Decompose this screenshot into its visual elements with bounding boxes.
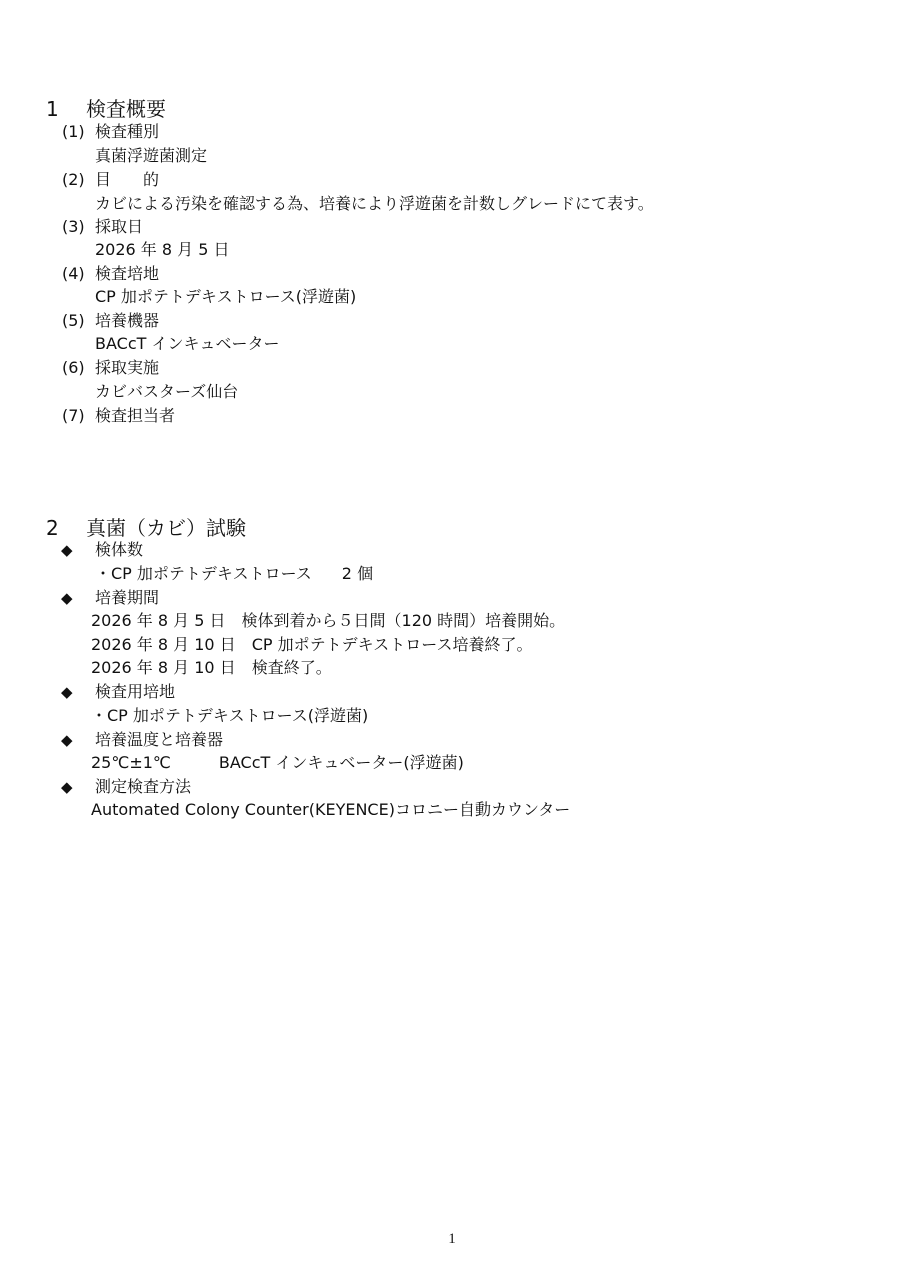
bullet-item-medium: ◆ 検査用培地	[61, 682, 176, 701]
item-label-row: (5) 培養機器	[62, 311, 160, 330]
diamond-bullet-icon: ◆	[61, 541, 73, 559]
section-number: 1	[46, 97, 59, 121]
item-value: CP 加ポテトデキストロース(浮遊菌)	[95, 287, 357, 306]
item-label-row: (6) 採取実施	[62, 358, 160, 377]
item-label-row: (1) 検査種別	[62, 122, 160, 141]
diamond-bullet-icon: ◆	[61, 589, 73, 607]
bullet-item-period: ◆ 培養期間	[61, 588, 160, 607]
item-value: 真菌浮遊菌測定	[95, 146, 208, 165]
page-number: 1	[448, 1231, 456, 1247]
section-title: 真菌（カビ）試験	[86, 516, 246, 540]
specimen-row: ・CP 加ポテトデキストロース 2 個	[95, 564, 374, 583]
item-label-row: (4) 検査培地	[62, 264, 160, 283]
section-number: 2	[46, 516, 59, 540]
bullet-item-specimen: ◆ 検体数	[61, 540, 144, 559]
section-title: 検査概要	[86, 97, 166, 121]
item-label-row: (3) 採取日	[62, 217, 144, 236]
item-value: 2026 年 8 月 5 日	[95, 240, 230, 259]
item-value: カビによる汚染を確認する為、培養により浮遊菌を計数しグレードにて表す。	[95, 194, 654, 213]
diamond-bullet-icon: ◆	[61, 683, 73, 701]
period-line: 2026 年 8 月 5 日 検体到着から５日間（120 時間）培養開始。	[91, 611, 566, 630]
section-2-heading	[46, 512, 246, 541]
item-value: カビバスターズ仙台	[95, 382, 239, 401]
bullet-item-temperature: ◆ 培養温度と培養器	[61, 730, 224, 749]
medium-value: ・CP 加ポテトデキストロース(浮遊菌)	[91, 706, 369, 725]
item-label-row: (2) 目 的	[62, 170, 160, 189]
period-line: 2026 年 8 月 10 日 CP 加ポテトデキストロース培養終了。	[91, 635, 533, 654]
item-value: BACcT インキュベーター	[95, 334, 280, 353]
section-1-heading	[46, 93, 166, 122]
item-label-row: (7) 検査担当者	[62, 406, 176, 425]
method-value: Automated Colony Counter(KEYENCE)コロニー自動カウンター	[91, 800, 571, 819]
diamond-bullet-icon: ◆	[61, 778, 73, 796]
period-line: 2026 年 8 月 10 日 検査終了。	[91, 658, 332, 677]
temperature-row: 25℃±1℃ BACcT インキュベーター(浮遊菌)	[91, 753, 464, 772]
diamond-bullet-icon: ◆	[61, 731, 73, 749]
bullet-item-method: ◆ 測定検査方法	[61, 777, 192, 796]
